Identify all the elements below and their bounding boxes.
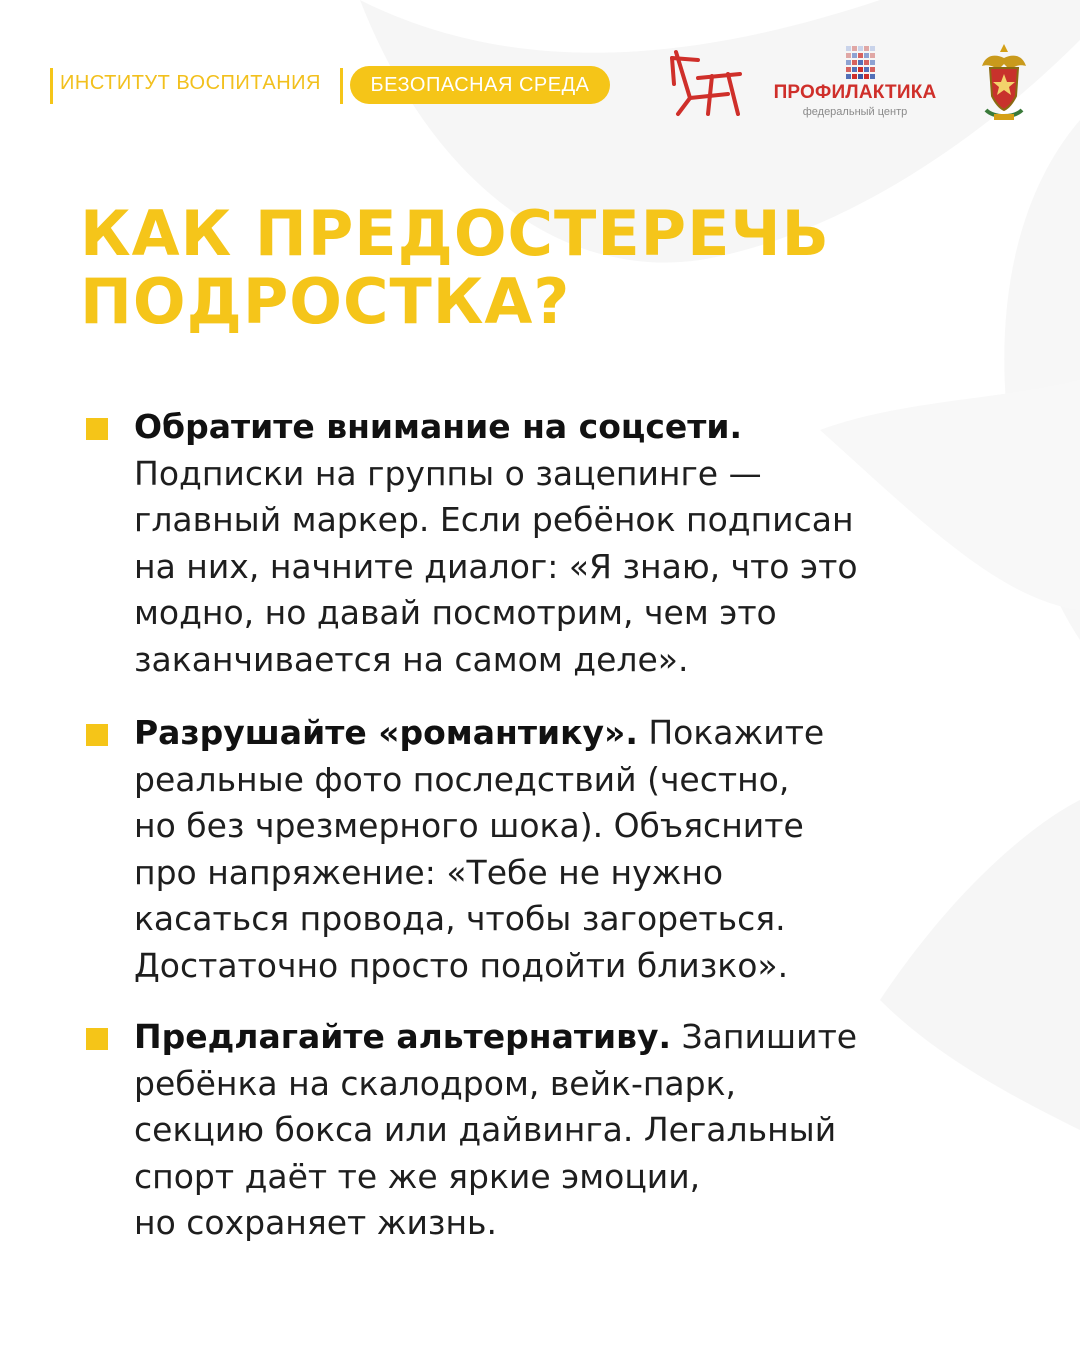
- emblem-icon: [976, 40, 1032, 124]
- list-item-line: но без чрезмерного шока). Объясните: [134, 806, 804, 845]
- list-item-line: про напряжение: «Тебе не нужно: [134, 852, 724, 892]
- bullet-square-icon: [86, 724, 108, 746]
- list-item-lead-rest: Покажите: [637, 713, 825, 752]
- list-item-line: спорт даёт те же яркие эмоции,: [134, 1156, 701, 1196]
- page-title: [80, 197, 1040, 338]
- list-item-line: модно, но давай посмотрим, чем это: [134, 593, 777, 632]
- profilaktika-subtitle: федеральный центр: [802, 106, 908, 118]
- bullet-square-icon: [86, 418, 108, 440]
- bullet-square-icon: [86, 1028, 108, 1050]
- list-item-line: секцию бокса или дайвинга. Легальный: [134, 1110, 837, 1149]
- list-item-text: [134, 710, 984, 989]
- section-pill: БЕЗОПАСНАЯ СРЕДА: [350, 66, 610, 104]
- chair-logo-icon: [668, 48, 746, 118]
- list-item-text: [134, 404, 984, 683]
- page-title-line-2: ПОДРОСТКА?: [80, 265, 571, 338]
- brand-divider-left: [50, 68, 53, 104]
- list-item-line: главный маркер. Если ребёнок подписан: [134, 500, 854, 539]
- page-title-line-1: КАК ПРЕДОСТЕРЕЧЬ: [80, 197, 830, 270]
- profilaktika-grid-icon: [846, 46, 876, 80]
- list-item-lead-rest: Запишите: [671, 1017, 858, 1056]
- list-item-line: Подписки на группы о зацепинге —: [134, 453, 762, 493]
- brand-divider-right: [340, 68, 343, 104]
- header: [0, 0, 1080, 140]
- list-item-line: но сохраняет жизнь.: [134, 1203, 497, 1242]
- list-item-line: на них, начните диалог: «Я знаю, что это: [134, 546, 858, 586]
- profilaktika-logo: [762, 46, 948, 122]
- list-item-line: ребёнка на скалодром, вейк-парк,: [134, 1063, 737, 1103]
- list-item-lead: Разрушайте «романтику».: [134, 713, 638, 752]
- list-item-line: Достаточно просто подойти близко».: [134, 945, 789, 985]
- list-item-line: заканчивается на самом деле».: [134, 639, 689, 679]
- list-item-lead: Обратите внимание на соцсети.: [134, 407, 743, 446]
- list-item-line: реальные фото последствий (честно,: [134, 759, 790, 799]
- institute-label: ИНСТИТУТ ВОСПИТАНИЯ: [60, 72, 321, 94]
- list-item-text: [134, 1014, 984, 1247]
- list-item-lead: Предлагайте альтернативу.: [134, 1017, 672, 1056]
- profilaktika-title: ПРОФИЛАКТИКА: [773, 82, 937, 103]
- list-item-line: касаться провода, чтобы загореться.: [134, 899, 786, 938]
